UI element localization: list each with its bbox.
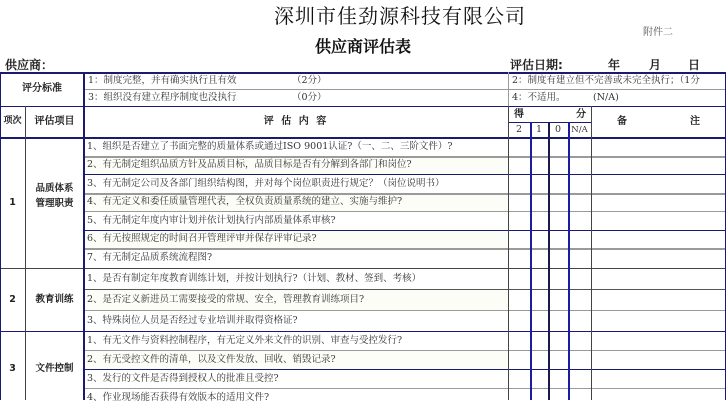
section-2-name: 教育训练 (35, 293, 74, 305)
section-1-name-line1: 品质体系 (35, 183, 74, 195)
criteria-item-3-score: （0分） (292, 91, 327, 103)
section-2-index: 2 (9, 293, 16, 305)
criteria-item-4: 4：不适用。 (512, 91, 566, 103)
company-title: 深圳市佳劲源科技有限公司 (274, 4, 526, 28)
section-1-name-line2: 管理职责 (35, 198, 74, 210)
column-header-item: 评估项目 (34, 115, 75, 127)
date-year-label: 年 (608, 58, 621, 72)
divider (84, 350, 726, 351)
divider (508, 106, 509, 400)
question-row: 3、特殊岗位人员是否经过专业培训并取得资格证? (87, 314, 298, 326)
divider (508, 72, 509, 106)
divider (83, 72, 85, 400)
date-day-label: 日 (688, 58, 701, 72)
question-row: 2、有无制定组织品质方针及品质目标，品质目标是否有分解到各部门和岗位? (87, 159, 412, 171)
divider (0, 72, 1, 400)
divider (84, 211, 726, 212)
question-row: 4、有无定义和委任质量管理代表，全权负责质量系统的建立、实施与维护? (87, 196, 403, 208)
question-row: 3、有无制定公司及各部门组织结构图，并对每个岗位职责进行规定？（岗位说明书） (87, 177, 445, 189)
divider (591, 106, 592, 400)
question-row: 2、是否定义新进员工需要接受的常规、安全，管理教育训练项目? (87, 293, 365, 305)
question-row: 6、有无按照规定的时间召开管理评审并保存评审记录? (87, 233, 317, 245)
criteria-item-4-score: (N/A) (593, 91, 619, 103)
criteria-item-1: 1：制度完整，并有确实执行且有效 (88, 74, 237, 86)
divider (84, 388, 726, 389)
divider (548, 122, 550, 400)
section-1-index: 1 (9, 196, 16, 208)
divider (0, 331, 726, 332)
divider (84, 230, 726, 231)
criteria-item-1-score: （2分） (292, 74, 327, 86)
question-row: 1、组织是否建立了书面完整的质量体系或通过ISO 9001认证?（一、二、三阶文件）? (87, 140, 453, 152)
score-option-na: N/A (571, 124, 588, 135)
divider (84, 193, 726, 195)
question-row: 1、是否有制定年度教育训练计划，并按计划执行?（计划、教材、签到、考核） (87, 272, 422, 284)
divider (0, 268, 726, 269)
divider (0, 72, 726, 74)
question-row: 7、有无制定品质系统流程图? (87, 252, 213, 264)
divider (84, 369, 726, 370)
question-row: 1、有无文件与资料控制程序，有无定义外来文件的识别、审查与受控发行? (87, 334, 403, 346)
column-header-score-left: 得 (514, 108, 524, 120)
divider (0, 137, 726, 139)
question-row: 3、发行的文件是否得到授权人的批准且受控? (87, 372, 279, 384)
divider (84, 248, 726, 250)
question-row: 4、作业现场能否获得有效版本的适用文件? (87, 391, 270, 403)
section-3-index: 3 (9, 363, 16, 375)
evaluation-table (0, 72, 726, 403)
evaluation-date-label: 评估日期: (510, 58, 563, 72)
column-header-remarks-right: 注 (690, 115, 700, 127)
column-header-score-right: 分 (576, 108, 586, 120)
criteria-item-3: 3：组织没有建立程序制度也没执行 (88, 91, 237, 103)
supplier-label: 供应商： (5, 58, 54, 72)
attachment-label: 附件二 (643, 27, 673, 38)
date-month-label: 月 (649, 58, 662, 72)
score-option-0: 0 (554, 124, 562, 136)
section-3-name: 文件控制 (35, 363, 74, 375)
divider (568, 122, 570, 400)
score-option-1: 1 (535, 124, 543, 136)
divider (84, 174, 726, 175)
divider (0, 106, 726, 107)
divider (84, 156, 726, 158)
divider (25, 106, 26, 400)
question-row: 5、有无制定年度内审计划并依计划执行内部质量体系审核? (87, 214, 336, 226)
divider (84, 89, 726, 90)
divider (84, 289, 726, 290)
criteria-label: 评分标准 (22, 83, 62, 94)
divider (530, 122, 532, 400)
form-title: 供应商评估表 (314, 37, 411, 56)
score-option-2: 2 (515, 124, 523, 136)
criteria-item-2: 2：制度有建立但不完善或未完全执行；（1分 (512, 74, 700, 86)
column-header-index: 项次 (3, 116, 22, 126)
question-row: 2、有无受控文件的清单，以及文件发放、回收、销毁记录? (87, 353, 336, 365)
column-header-remarks-left: 备 (617, 115, 627, 127)
divider (84, 310, 726, 311)
column-header-content: 评 估 内 容 (263, 115, 329, 127)
